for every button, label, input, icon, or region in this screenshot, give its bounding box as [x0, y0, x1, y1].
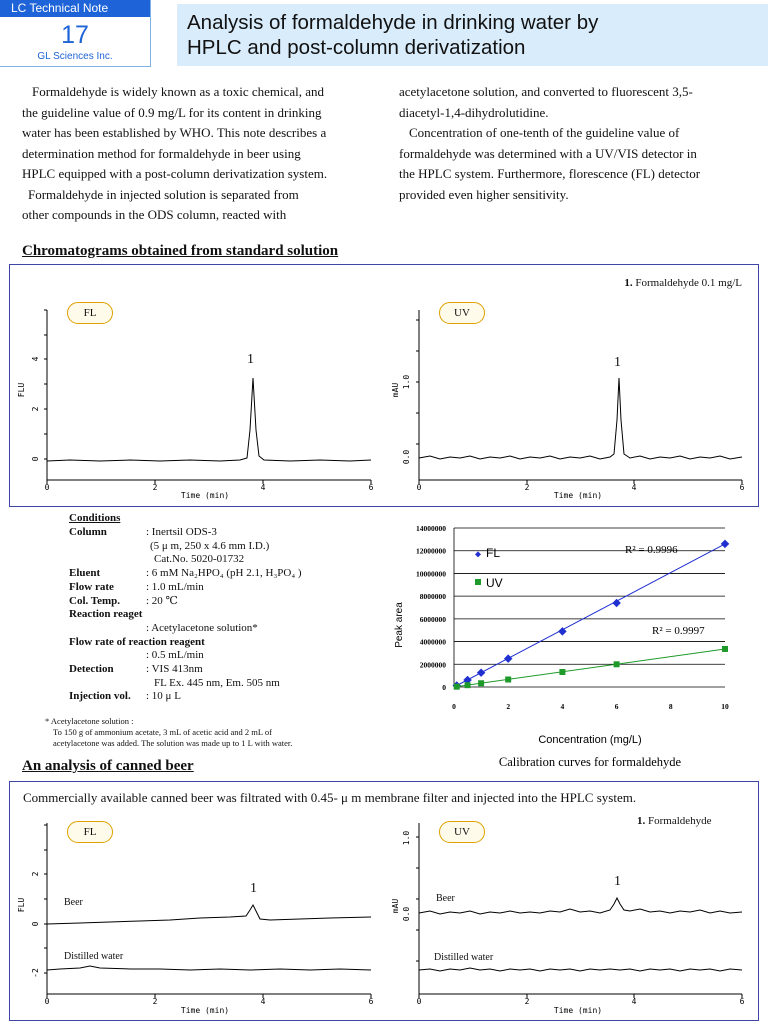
- chart-series: [452, 540, 729, 690]
- x-tick-label: 6: [739, 997, 745, 1006]
- x-tick-label: 0: [416, 997, 422, 1006]
- condition-value: : 20 ℃: [146, 594, 178, 607]
- condition-label: [69, 540, 146, 554]
- peak-legend-number: 1.: [624, 277, 633, 289]
- x-tick-label: 0: [452, 702, 456, 711]
- y-axis-label: FLU: [17, 897, 26, 913]
- legend-fl-marker-icon: ◆: [475, 549, 482, 560]
- peak-legend-text: Formaldehyde: [648, 815, 712, 827]
- condition-label: [69, 553, 146, 567]
- data-point-uv: [454, 684, 460, 690]
- intro-line: the HPLC system. Furthermore, florescence (FL) detector: [399, 166, 701, 181]
- std-fl-trace: [47, 378, 371, 461]
- condition-value: : VIS 413nm: [146, 663, 203, 676]
- condition-value: FL Ex. 445 nm, Em. 505 nm: [154, 676, 280, 689]
- intro-line: diacetyl-1,4-dihydrolutidine.: [399, 104, 549, 120]
- condition-row: [69, 595, 302, 609]
- condition-row: [69, 526, 302, 540]
- condition-label: Reaction reaget: [69, 608, 143, 621]
- data-point-uv: [478, 680, 484, 686]
- data-point-uv: [465, 682, 471, 688]
- x-tick-label: 0: [44, 997, 50, 1006]
- y-tick-label: 2: [31, 871, 40, 877]
- condition-row: [69, 636, 302, 650]
- y-tick-label: 8000000: [419, 592, 446, 602]
- r2-uv: R² = 0.9997: [652, 625, 705, 637]
- x-tick-label: 0: [416, 483, 422, 492]
- chart-title: Calibration curves for formaldehyde: [498, 755, 682, 769]
- y-tick-label: 4: [31, 356, 40, 362]
- condition-row: [69, 690, 302, 704]
- x-tick-label: 2: [506, 702, 511, 711]
- uv-badge: UV: [439, 302, 485, 324]
- y-tick-label: 0.0: [402, 449, 411, 465]
- y-tick-label: 14000000: [416, 524, 446, 533]
- uv-badge: UV: [439, 821, 485, 843]
- fl-badge: FL: [67, 821, 113, 843]
- x-axis-label: Time (min): [553, 1006, 603, 1015]
- legend-fl-label: FL: [486, 546, 501, 560]
- condition-value: : Inertsil ODS-3: [146, 526, 217, 538]
- r2-fl: R² = 0.9996: [625, 544, 678, 556]
- section-heading-beer: An analysis of canned beer: [22, 758, 194, 774]
- data-point-uv: [614, 661, 620, 667]
- x-tick-label: 6: [614, 702, 619, 711]
- chart-y-ticks: [416, 524, 446, 692]
- beer-description: Commercially available canned beer was filtrated with 0.45- μ m membrane filter and injected into the HPLC system.: [23, 790, 637, 805]
- intro-line: Formaldehyde is widely known as a toxic chemical, and: [32, 84, 325, 99]
- y-tick-label: 0: [442, 683, 446, 692]
- y-axis-label: mAU: [391, 898, 400, 914]
- intro-line: Formaldehyde in injected solution is separated from: [28, 186, 299, 202]
- x-tick-label: 2: [152, 997, 158, 1006]
- condition-value: : 1.0 mL/min: [146, 580, 204, 593]
- trace-label-beer: Beer: [436, 893, 455, 904]
- x-tick-label: 2: [524, 483, 530, 492]
- std-fl-chromatogram: [17, 310, 374, 500]
- data-point-fl: [504, 654, 512, 662]
- x-tick-label: 6: [739, 483, 745, 492]
- data-point-fl: [477, 668, 485, 676]
- condition-value: (5 μ m, 250 x 4.6 mm I.D.): [150, 539, 270, 552]
- condition-value: : 10 μ L: [146, 690, 181, 703]
- conditions-table: [69, 526, 302, 704]
- condition-row: [69, 567, 302, 581]
- title-line-1: Analysis of formaldehyde in drinking water by: [187, 11, 599, 34]
- peak-number: 1: [614, 874, 621, 889]
- x-tick-label: 4: [631, 483, 637, 492]
- legend-uv-label: UV: [486, 576, 503, 590]
- section-heading-standard: Chromatograms obtained from standard solution: [22, 243, 339, 259]
- footnote-line: acetylacetone was added. The solution was made up to 1 L with water.: [53, 738, 293, 748]
- condition-label: Eluent: [69, 567, 101, 580]
- condition-row: [69, 663, 302, 677]
- y-tick-label: 4000000: [419, 637, 446, 647]
- x-axis-label: Time (min): [553, 491, 603, 500]
- legend-fl: [475, 546, 500, 560]
- trend-line-fl: [454, 544, 725, 687]
- y-tick-label: 10000000: [416, 569, 446, 579]
- condition-value: Cat.No. 5020-01732: [154, 553, 245, 566]
- x-tick-label: 4: [260, 997, 266, 1006]
- chart-y-label: Peak area: [394, 602, 405, 648]
- condition-label: [69, 622, 146, 636]
- condition-row: [69, 608, 302, 622]
- condition-row: [69, 581, 302, 595]
- footnote-line: To 150 g of ammonium acetate, 3 mL of acetic acid and 2 mL of: [53, 727, 272, 737]
- conditions-title: Conditions: [69, 512, 121, 524]
- trend-line-uv: [454, 649, 725, 687]
- peak-number: 1: [250, 881, 257, 896]
- y-tick-label: 0.0: [402, 906, 411, 922]
- condition-label: Flow rate of reaction reagent: [69, 635, 205, 648]
- y-tick-label: 2000000: [419, 660, 446, 670]
- intro-line: the guideline value of 0.9 mg/L for its content in drinking: [22, 104, 322, 120]
- trace-label-water: Distilled water: [434, 952, 494, 963]
- conditions-footnote: [45, 716, 292, 749]
- x-tick-label: 2: [524, 997, 530, 1006]
- y-tick-label: 6000000: [419, 614, 446, 624]
- y-axis-label: FLU: [17, 382, 26, 398]
- peak-number: 1: [247, 352, 254, 367]
- legend-uv: [475, 576, 503, 590]
- x-tick-label: 8: [668, 702, 673, 711]
- data-point-uv: [559, 669, 565, 675]
- condition-row: [69, 677, 302, 691]
- condition-label: [69, 677, 146, 691]
- y-tick-label: 2: [31, 406, 40, 412]
- x-axis-label: Time (min): [180, 491, 230, 500]
- condition-row: [69, 553, 302, 567]
- intro-line: HPLC equipped with a post-column derivatization system.: [22, 166, 328, 181]
- data-point-uv: [722, 646, 728, 652]
- y-tick-label: 0: [31, 456, 40, 462]
- x-tick-label: 6: [368, 483, 374, 492]
- peak-number: 1: [614, 355, 621, 370]
- data-point-fl: [721, 540, 729, 548]
- x-tick-label: 4: [260, 483, 266, 492]
- condition-row: [69, 622, 302, 636]
- condition-label: Injection vol.: [69, 690, 131, 703]
- condition-value: : 6 mM Na₂HPO₄ (pH 2.1, H₃PO₄ ): [146, 567, 302, 580]
- series-label: LC Technical Note: [0, 0, 150, 17]
- x-axis-label: Time (min): [180, 1006, 230, 1015]
- y-tick-label: 1.0: [402, 830, 411, 846]
- intro-line: provided even higher sensitivity.: [399, 186, 569, 202]
- condition-label: Col. Temp.: [69, 594, 121, 607]
- chart-x-ticks: [452, 702, 729, 711]
- x-tick-label: 4: [560, 702, 565, 711]
- std-uv-trace: [419, 378, 742, 459]
- y-tick-label: 1.0: [402, 374, 411, 390]
- x-tick-label: 6: [368, 997, 374, 1006]
- intro-line: water has been established by WHO. This note describes a: [22, 125, 327, 140]
- peak-legend-number: 1.: [637, 815, 646, 827]
- intro-line: formaldehyde was determined with a UV/VIS detector in: [399, 145, 697, 161]
- intro-line: Concentration of one-tenth of the guideline value of: [409, 125, 680, 140]
- data-point-uv: [505, 677, 511, 683]
- company-name: GL Sciences Inc.: [37, 51, 113, 62]
- y-tick-label: 12000000: [416, 546, 446, 556]
- x-tick-label: 10: [721, 702, 729, 711]
- y-tick-label: 0: [31, 921, 40, 927]
- condition-value: : Acetylacetone solution*: [146, 621, 258, 634]
- condition-label: Flow rate: [69, 580, 114, 593]
- calibration-chart: [390, 515, 750, 777]
- chart-x-label: Concentration (mg/L): [538, 734, 642, 746]
- x-tick-label: 0: [44, 483, 50, 492]
- trace-label-water: Distilled water: [64, 951, 124, 962]
- footnote-line: * Acetylacetone solution :: [45, 716, 134, 726]
- x-tick-label: 2: [152, 483, 158, 492]
- note-number: 17: [61, 21, 89, 49]
- condition-label: Detection: [69, 663, 114, 676]
- condition-label: Column: [69, 526, 107, 538]
- condition-label: [69, 649, 146, 663]
- y-axis-label: mAU: [391, 382, 400, 398]
- intro-line: acetylacetone solution, and converted to fluorescent 3,5-: [399, 84, 693, 99]
- condition-row: [69, 649, 302, 663]
- x-tick-label: 4: [631, 997, 637, 1006]
- intro-line: other compounds in the ODS column, reacted with: [22, 207, 287, 222]
- std-uv-chromatogram: [391, 310, 745, 500]
- legend-uv-marker-icon: [475, 579, 481, 585]
- trace-label-beer: Beer: [64, 897, 83, 908]
- condition-row: [69, 540, 302, 554]
- title-line-2: HPLC and post-column derivatization: [187, 36, 526, 59]
- condition-value: : 0.5 mL/min: [146, 649, 204, 662]
- y-tick-label: -2: [31, 968, 40, 978]
- peak-legend-text: Formaldehyde 0.1 mg/L: [635, 277, 742, 289]
- peak-legend-beer: [637, 815, 712, 827]
- intro-line: determination method for formaldehyde in beer using: [22, 145, 301, 161]
- fl-badge: FL: [67, 302, 113, 324]
